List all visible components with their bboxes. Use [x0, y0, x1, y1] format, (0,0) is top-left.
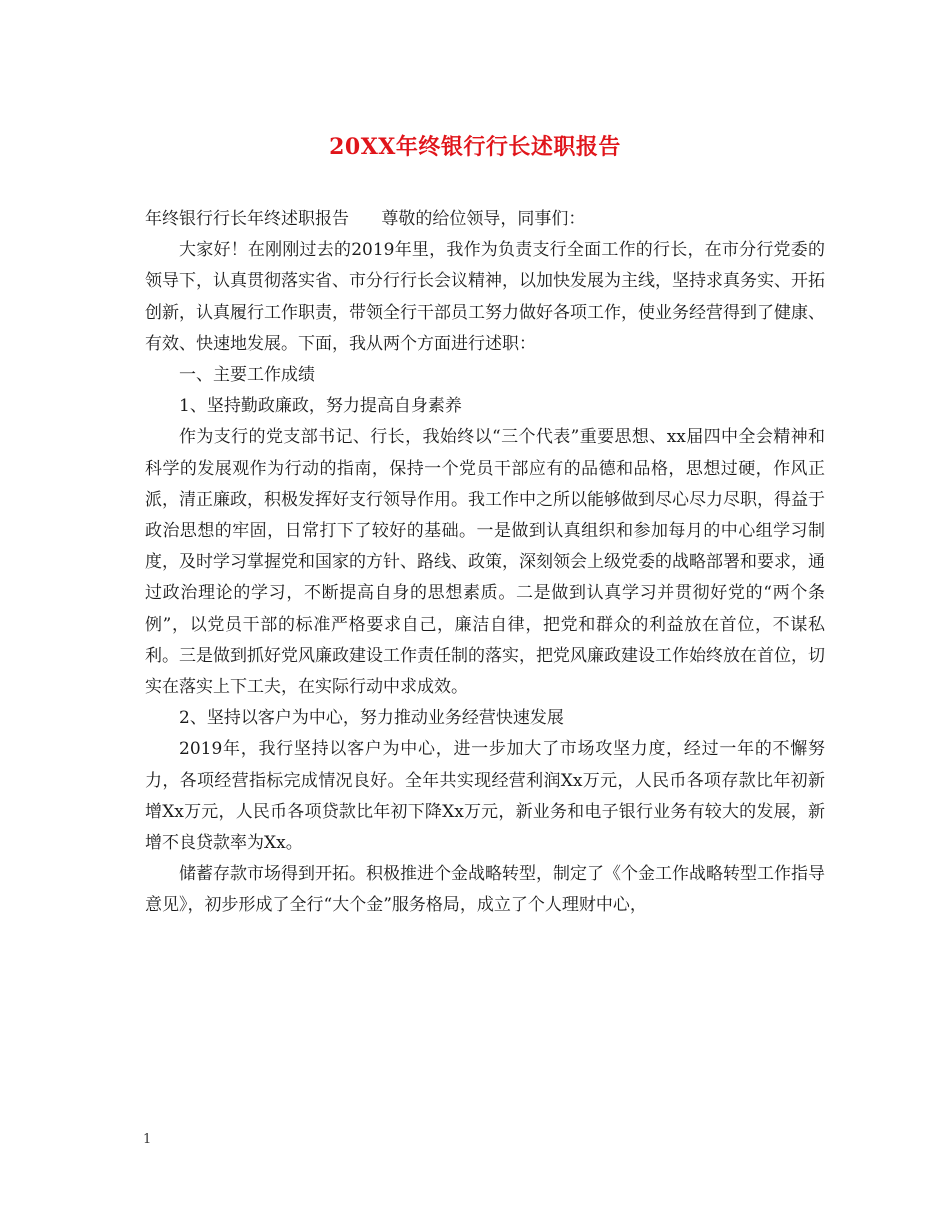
salutation-paragraph: 年终银行行长年终述职报告 尊敬的给位领导，同事们： — [145, 209, 586, 229]
body-paragraph: 储蓄存款市场得到开拓。积极推进个金战略转型，制定了《个金工作战略转型工作指导意见》，初步形成了全行“大个金”服务格局，成立了个人理财中心， — [145, 864, 825, 916]
page-number: 1 — [143, 1132, 152, 1147]
subsection-heading: 1、坚持勤政廉政，努力提高自身素养 — [179, 396, 462, 417]
subsection-heading: 2、坚持以客户为中心，努力推动业务经营快速发展 — [179, 708, 564, 729]
section-heading: 一、主要工作成绩 — [179, 365, 315, 386]
document-title: 20XX年终银行行长述职报告 — [329, 134, 621, 160]
document-body — [145, 204, 825, 922]
body-paragraph: 大家好！在刚刚过去的2019年里，我作为负责支行全面工作的行长，在市分行党委的领导下，认真贯彻落实省、市分行行长会议精神，以加快发展为主线，坚持求真务实、开拓创新，认真履行工作职责，带领全行干部员工努力做好各项工作，使业务经营得到了健康、有效、快速地发展。下面，我从两个方面进行述职： — [145, 240, 825, 354]
body-paragraph: 2019年，我行坚持以客户为中心，进一步加大了市场攻坚力度，经过一年的不懈努力，各项经营指标完成情况良好。全年共实现经营利润Xx万元，人民币各项存款比年初新增Xx万元，人民币各项贷款比年初下降Xx万元，新业务和电子银行业务有较大的发展，新增不良贷款率为Xx。 — [145, 739, 825, 854]
body-paragraph: 作为支行的党支部书记、行长，我始终以“三个代表”重要思想、xx届四中全会精神和科学的发展观作为行动的指南，保持一个党员干部应有的品德和品格，思想过硬，作风正派，清正廉政，积极发挥好支行领导作用。我工作中之所以能够做到尽心尽力尽职，得益于政治思想的牢固，日常打下了较好的基础。一是做到认真组织和参加每月的中心组学习制度，及时学习掌握党和国家的方针、路线、政策，深刻领会上级党委的战略部署和要求，通过政治理论的学习，不断提高自身的思想素质。二是做到认真学习并贯彻好党的“两个条例”，以党员干部的标准严格要求自己，廉洁自律，把党和群众的利益放在首位，不谋私利。三是做到抓好党风廉政建设工作责任制的落实，把党风廉政建设工作始终放在首位，切实在落实上下工夫，在实际行动中求成效。 — [145, 427, 825, 698]
